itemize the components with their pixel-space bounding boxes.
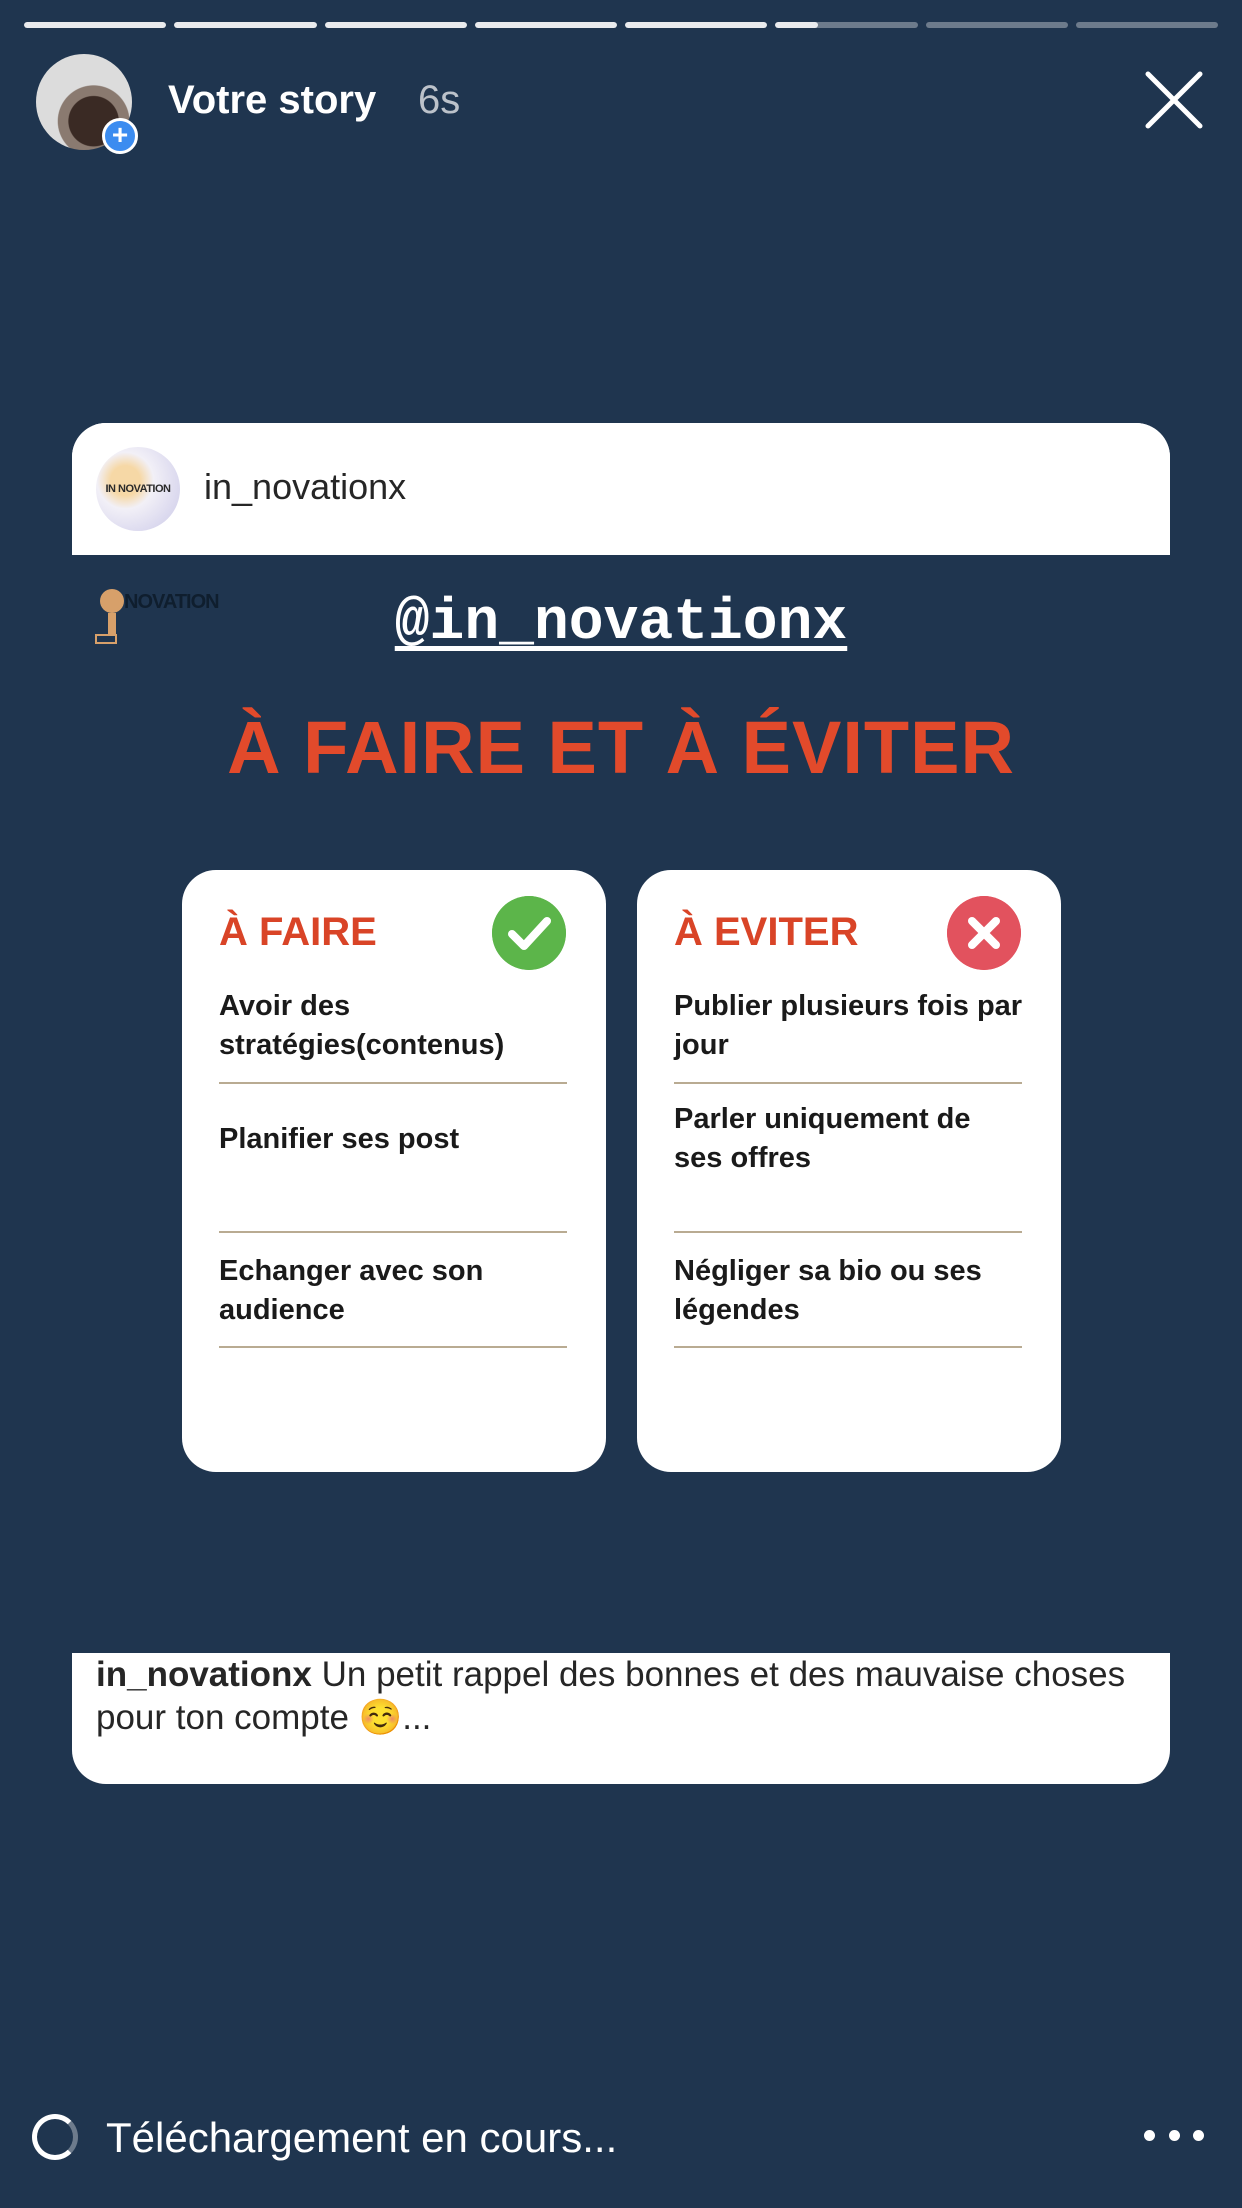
shared-post-card[interactable] (72, 423, 1170, 1784)
loading-spinner-icon (32, 2114, 78, 2160)
checkmark-icon (492, 896, 566, 970)
do-card-title: À FAIRE (219, 910, 377, 954)
brand-logo-text: NOVATION (124, 591, 219, 613)
progress-segment (625, 22, 767, 28)
post-caption[interactable] (72, 1653, 1170, 1739)
divider (674, 1231, 1022, 1233)
caption-username: in_novationx (96, 1655, 312, 1694)
dont-card (637, 870, 1061, 1472)
progress-segment (1076, 22, 1218, 28)
more-options-icon[interactable] (1144, 2120, 1204, 2150)
close-icon[interactable] (1142, 68, 1206, 132)
story-header (36, 54, 1206, 154)
do-item: Avoir des stratégies(contenus) (219, 990, 505, 1061)
post-header (72, 423, 1170, 555)
progress-segment (24, 22, 166, 28)
post-author-avatar[interactable]: IN NOVATION (96, 447, 180, 531)
divider (674, 1346, 1022, 1348)
divider (674, 1082, 1022, 1084)
progress-segment (174, 22, 316, 28)
post-author-username[interactable]: in_novationx (204, 466, 407, 507)
dont-item: Publier plusieurs fois par jour (674, 990, 1023, 1061)
post-image[interactable] (72, 555, 1170, 1653)
progress-segment (926, 22, 1068, 28)
progress-segment (475, 22, 617, 28)
progress-segment-active (775, 22, 917, 28)
do-card (182, 870, 606, 1472)
post-image-handle: @in_novationx (394, 591, 848, 656)
progress-segment (325, 22, 467, 28)
do-item: Planifier ses post (219, 1123, 460, 1155)
story-progress-bar (24, 22, 1218, 28)
story-timestamp: 6s (418, 78, 461, 122)
divider (219, 1082, 567, 1084)
story-owner-label[interactable]: Votre story (168, 78, 377, 122)
divider (219, 1231, 567, 1233)
upload-status: Téléchargement en cours... (106, 2114, 618, 2161)
cross-icon (947, 896, 1021, 970)
caption-text: Un petit rappel des bonnes et des mauvaise choses pour ton compte ☺️... (96, 1655, 1126, 1737)
dont-item: Négliger sa bio ou ses légendes (674, 1255, 982, 1326)
divider (219, 1346, 567, 1348)
do-item: Echanger avec son audience (219, 1255, 484, 1326)
add-story-plus-icon[interactable]: + (102, 118, 138, 154)
story-footer (32, 2100, 1210, 2180)
dont-card-title: À EVITER (674, 910, 859, 954)
dont-item: Parler uniquement de ses offres (674, 1103, 971, 1174)
post-image-heading: À FAIRE ET À ÉVITER (227, 706, 1015, 789)
